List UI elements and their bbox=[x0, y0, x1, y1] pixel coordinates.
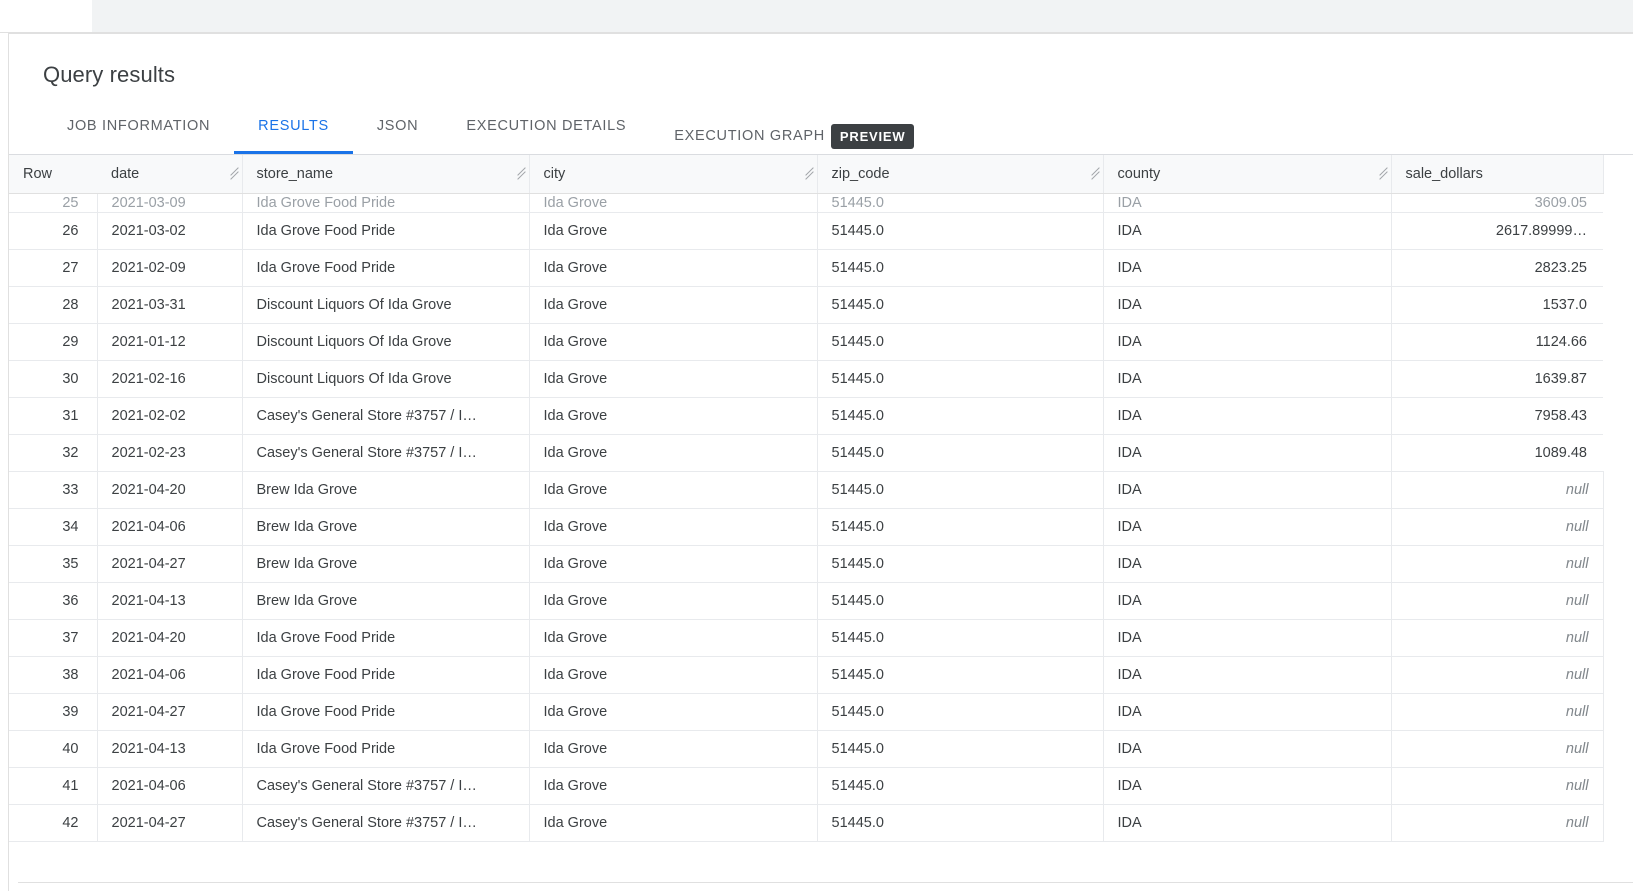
column-header-county[interactable] bbox=[1103, 155, 1391, 194]
tab-execution-graph-label: EXECUTION GRAPH bbox=[674, 128, 825, 144]
cell-city: Ida Grove bbox=[529, 194, 817, 213]
cell-date: 2021-02-02 bbox=[97, 398, 242, 435]
cell-store-name: Casey's General Store #3757 / I… bbox=[242, 768, 529, 805]
cell-store-name: Brew Ida Grove bbox=[242, 472, 529, 509]
cell-zip-code: 51445.0 bbox=[817, 546, 1103, 583]
cell-county: IDA bbox=[1103, 546, 1391, 583]
cell-county: IDA bbox=[1103, 509, 1391, 546]
cell-city: Ida Grove bbox=[529, 287, 817, 324]
cell-row-number: 30 bbox=[9, 361, 97, 398]
column-resize-handle-date[interactable] bbox=[229, 168, 239, 180]
cell-zip-code: 51445.0 bbox=[817, 509, 1103, 546]
cell-sale-dollars: null bbox=[1391, 657, 1603, 694]
cell-county: IDA bbox=[1103, 398, 1391, 435]
table-row[interactable] bbox=[9, 361, 1603, 398]
cell-date: 2021-04-06 bbox=[97, 768, 242, 805]
table-row[interactable] bbox=[9, 620, 1603, 657]
cell-zip-code: 51445.0 bbox=[817, 472, 1103, 509]
cell-row-number: 40 bbox=[9, 731, 97, 768]
cell-row-number: 29 bbox=[9, 324, 97, 361]
cell-row-number: 28 bbox=[9, 287, 97, 324]
cell-store-name: Brew Ida Grove bbox=[242, 583, 529, 620]
cell-sale-dollars: 7958.43 bbox=[1391, 398, 1603, 435]
cell-sale-dollars: null bbox=[1391, 546, 1603, 583]
table-row[interactable] bbox=[9, 657, 1603, 694]
cell-sale-dollars: 1124.66 bbox=[1391, 324, 1603, 361]
table-row[interactable] bbox=[9, 287, 1603, 324]
table-row[interactable] bbox=[9, 583, 1603, 620]
cell-store-name: Ida Grove Food Pride bbox=[242, 620, 529, 657]
results-table-body bbox=[9, 194, 1603, 842]
cell-county: IDA bbox=[1103, 250, 1391, 287]
cell-county: IDA bbox=[1103, 361, 1391, 398]
cell-zip-code: 51445.0 bbox=[817, 583, 1103, 620]
column-resize-handle-city[interactable] bbox=[804, 168, 814, 180]
tab-execution-details[interactable] bbox=[442, 108, 650, 154]
window-top-strip bbox=[0, 0, 1633, 33]
table-row[interactable] bbox=[9, 694, 1603, 731]
column-header-row[interactable] bbox=[9, 155, 97, 194]
cell-county: IDA bbox=[1103, 657, 1391, 694]
column-header-zip-code[interactable] bbox=[817, 155, 1103, 194]
results-table-head bbox=[9, 155, 1603, 194]
table-row[interactable] bbox=[9, 213, 1603, 250]
cell-row-number: 41 bbox=[9, 768, 97, 805]
cell-city: Ida Grove bbox=[529, 694, 817, 731]
cell-row-number: 42 bbox=[9, 805, 97, 842]
cell-date: 2021-04-13 bbox=[97, 731, 242, 768]
cell-row-number: 33 bbox=[9, 472, 97, 509]
cell-store-name: Ida Grove Food Pride bbox=[242, 657, 529, 694]
tab-execution-graph[interactable] bbox=[650, 108, 926, 154]
tab-job-information[interactable] bbox=[43, 108, 234, 154]
column-header-store-name-label: store_name bbox=[256, 166, 334, 182]
cell-sale-dollars: 1639.87 bbox=[1391, 361, 1603, 398]
cell-city: Ida Grove bbox=[529, 472, 817, 509]
cell-city: Ida Grove bbox=[529, 546, 817, 583]
cell-store-name: Ida Grove Food Pride bbox=[242, 194, 529, 213]
cell-date: 2021-02-09 bbox=[97, 250, 242, 287]
cell-sale-dollars: 2823.25 bbox=[1391, 250, 1603, 287]
cell-date: 2021-03-02 bbox=[97, 213, 242, 250]
cell-date: 2021-04-06 bbox=[97, 509, 242, 546]
cell-row-number: 34 bbox=[9, 509, 97, 546]
cell-store-name: Brew Ida Grove bbox=[242, 546, 529, 583]
cell-county: IDA bbox=[1103, 805, 1391, 842]
column-resize-handle-county[interactable] bbox=[1378, 168, 1388, 180]
cell-date: 2021-04-27 bbox=[97, 694, 242, 731]
column-header-county-label: county bbox=[1117, 166, 1161, 182]
cell-county: IDA bbox=[1103, 731, 1391, 768]
cell-sale-dollars: 1537.0 bbox=[1391, 287, 1603, 324]
cell-city: Ida Grove bbox=[529, 250, 817, 287]
cell-zip-code: 51445.0 bbox=[817, 768, 1103, 805]
cell-zip-code: 51445.0 bbox=[817, 194, 1103, 213]
cell-store-name: Discount Liquors Of Ida Grove bbox=[242, 361, 529, 398]
cell-store-name: Discount Liquors Of Ida Grove bbox=[242, 324, 529, 361]
results-table bbox=[9, 155, 1604, 842]
column-resize-handle-zip-code[interactable] bbox=[1090, 168, 1100, 180]
cell-county: IDA bbox=[1103, 324, 1391, 361]
cell-date: 2021-03-31 bbox=[97, 287, 242, 324]
table-row[interactable] bbox=[9, 324, 1603, 361]
cell-date: 2021-02-16 bbox=[97, 361, 242, 398]
cell-store-name: Discount Liquors Of Ida Grove bbox=[242, 287, 529, 324]
cell-row-number: 35 bbox=[9, 546, 97, 583]
cell-store-name: Ida Grove Food Pride bbox=[242, 250, 529, 287]
column-header-city-label: city bbox=[543, 166, 566, 182]
cell-row-number: 27 bbox=[9, 250, 97, 287]
cell-zip-code: 51445.0 bbox=[817, 398, 1103, 435]
table-row[interactable] bbox=[9, 768, 1603, 805]
cell-sale-dollars: null bbox=[1391, 583, 1603, 620]
cell-sale-dollars: 1089.48 bbox=[1391, 435, 1603, 472]
cell-sale-dollars: null bbox=[1391, 768, 1603, 805]
cell-zip-code: 51445.0 bbox=[817, 657, 1103, 694]
cell-county: IDA bbox=[1103, 768, 1391, 805]
table-row[interactable] bbox=[9, 731, 1603, 768]
table-row[interactable] bbox=[9, 398, 1603, 435]
preview-badge: PREVIEW bbox=[831, 124, 915, 149]
cell-city: Ida Grove bbox=[529, 398, 817, 435]
results-table-container[interactable] bbox=[9, 155, 1633, 842]
cell-county: IDA bbox=[1103, 472, 1391, 509]
tab-results-label: RESULTS bbox=[258, 118, 329, 134]
panel-bottom-divider bbox=[18, 882, 1633, 883]
cell-zip-code: 51445.0 bbox=[817, 250, 1103, 287]
cell-store-name: Casey's General Store #3757 / I… bbox=[242, 398, 529, 435]
cell-row-number: 36 bbox=[9, 583, 97, 620]
cell-city: Ida Grove bbox=[529, 324, 817, 361]
cell-row-number: 31 bbox=[9, 398, 97, 435]
column-header-row-label: Row bbox=[23, 166, 53, 182]
cell-zip-code: 51445.0 bbox=[817, 213, 1103, 250]
cell-city: Ida Grove bbox=[529, 805, 817, 842]
table-row[interactable] bbox=[9, 250, 1603, 287]
cell-store-name: Brew Ida Grove bbox=[242, 509, 529, 546]
cell-zip-code: 51445.0 bbox=[817, 287, 1103, 324]
table-row[interactable] bbox=[9, 472, 1603, 509]
cell-city: Ida Grove bbox=[529, 361, 817, 398]
tab-job-information-label: JOB INFORMATION bbox=[67, 118, 211, 134]
column-header-date[interactable] bbox=[97, 155, 242, 194]
column-header-sale-dollars-label: sale_dollars bbox=[1405, 166, 1483, 182]
cell-sale-dollars: null bbox=[1391, 472, 1603, 509]
cell-store-name: Casey's General Store #3757 / I… bbox=[242, 435, 529, 472]
cell-date: 2021-02-23 bbox=[97, 435, 242, 472]
cell-sale-dollars: null bbox=[1391, 731, 1603, 768]
cell-date: 2021-04-27 bbox=[97, 546, 242, 583]
column-header-store-name[interactable] bbox=[242, 155, 529, 194]
cell-zip-code: 51445.0 bbox=[817, 731, 1103, 768]
cell-city: Ida Grove bbox=[529, 657, 817, 694]
cell-sale-dollars: null bbox=[1391, 694, 1603, 731]
cell-city: Ida Grove bbox=[529, 583, 817, 620]
cell-store-name: Casey's General Store #3757 / I… bbox=[242, 805, 529, 842]
top-strip-left-gap bbox=[0, 0, 92, 32]
tab-results[interactable] bbox=[234, 108, 353, 154]
cell-city: Ida Grove bbox=[529, 620, 817, 657]
cell-city: Ida Grove bbox=[529, 213, 817, 250]
cell-county: IDA bbox=[1103, 213, 1391, 250]
tab-execution-details-label: EXECUTION DETAILS bbox=[466, 118, 627, 134]
cell-row-number: 39 bbox=[9, 694, 97, 731]
table-row[interactable] bbox=[9, 435, 1603, 472]
cell-county: IDA bbox=[1103, 435, 1391, 472]
cell-city: Ida Grove bbox=[529, 731, 817, 768]
cell-city: Ida Grove bbox=[529, 768, 817, 805]
cell-store-name: Ida Grove Food Pride bbox=[242, 731, 529, 768]
cell-date: 2021-03-09 bbox=[97, 194, 242, 213]
cell-county: IDA bbox=[1103, 287, 1391, 324]
table-row-clipped[interactable] bbox=[9, 194, 1603, 213]
column-header-date-label: date bbox=[111, 166, 140, 182]
table-row[interactable] bbox=[9, 509, 1603, 546]
cell-zip-code: 51445.0 bbox=[817, 324, 1103, 361]
cell-store-name: Ida Grove Food Pride bbox=[242, 213, 529, 250]
table-row[interactable] bbox=[9, 805, 1603, 842]
cell-county: IDA bbox=[1103, 620, 1391, 657]
query-results-panel bbox=[8, 33, 1633, 891]
cell-sale-dollars: 3609.05 bbox=[1391, 194, 1603, 213]
column-header-city[interactable] bbox=[529, 155, 817, 194]
cell-row-number: 25 bbox=[9, 194, 97, 213]
results-header-row bbox=[9, 155, 1603, 194]
cell-zip-code: 51445.0 bbox=[817, 805, 1103, 842]
cell-date: 2021-04-20 bbox=[97, 472, 242, 509]
cell-zip-code: 51445.0 bbox=[817, 620, 1103, 657]
tab-json-label: JSON bbox=[376, 118, 419, 134]
tab-json[interactable] bbox=[353, 108, 442, 154]
cell-county: IDA bbox=[1103, 583, 1391, 620]
table-row[interactable] bbox=[9, 546, 1603, 583]
cell-date: 2021-04-20 bbox=[97, 620, 242, 657]
cell-zip-code: 51445.0 bbox=[817, 361, 1103, 398]
column-header-sale-dollars[interactable] bbox=[1391, 155, 1603, 194]
cell-county: IDA bbox=[1103, 694, 1391, 731]
cell-county: IDA bbox=[1103, 194, 1391, 213]
cell-sale-dollars: null bbox=[1391, 620, 1603, 657]
cell-date: 2021-04-06 bbox=[97, 657, 242, 694]
cell-date: 2021-01-12 bbox=[97, 324, 242, 361]
cell-zip-code: 51445.0 bbox=[817, 435, 1103, 472]
cell-date: 2021-04-13 bbox=[97, 583, 242, 620]
cell-city: Ida Grove bbox=[529, 509, 817, 546]
cell-sale-dollars: null bbox=[1391, 509, 1603, 546]
cell-row-number: 26 bbox=[9, 213, 97, 250]
cell-date: 2021-04-27 bbox=[97, 805, 242, 842]
cell-zip-code: 51445.0 bbox=[817, 694, 1103, 731]
column-resize-handle-store-name[interactable] bbox=[516, 168, 526, 180]
results-tab-bar bbox=[9, 108, 1633, 155]
cell-store-name: Ida Grove Food Pride bbox=[242, 694, 529, 731]
cell-city: Ida Grove bbox=[529, 435, 817, 472]
cell-row-number: 37 bbox=[9, 620, 97, 657]
cell-sale-dollars: 2617.89999… bbox=[1391, 213, 1603, 250]
page-title: Query results bbox=[43, 62, 176, 87]
column-header-zip-code-label: zip_code bbox=[831, 166, 890, 182]
cell-sale-dollars: null bbox=[1391, 805, 1603, 842]
cell-row-number: 38 bbox=[9, 657, 97, 694]
results-table-header-holder bbox=[9, 155, 1633, 842]
cell-row-number: 32 bbox=[9, 435, 97, 472]
